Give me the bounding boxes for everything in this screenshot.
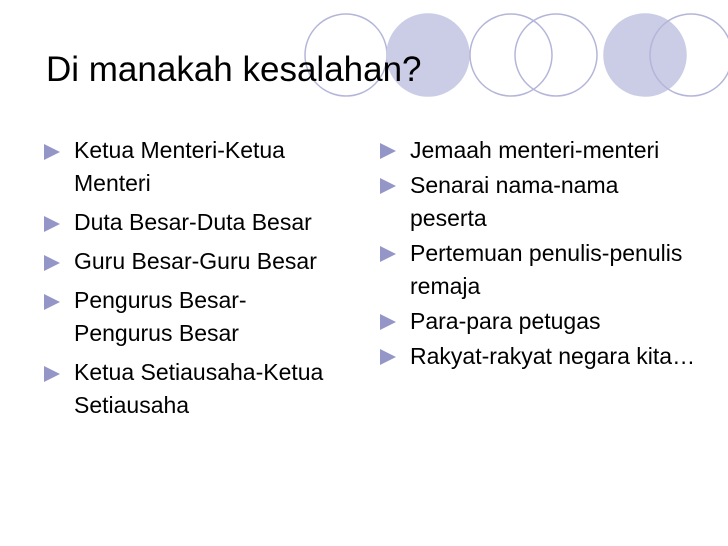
triangle-bullet-icon: [44, 255, 60, 271]
triangle-bullet-icon: [380, 178, 396, 194]
list-item: [44, 206, 344, 239]
decor-circle: [470, 14, 552, 96]
list-item: [44, 356, 344, 422]
left-column: [44, 134, 344, 428]
list-item-text: Guru Besar-Guru Besar: [74, 248, 317, 274]
list-item-text: Jemaah menteri-menteri: [410, 137, 660, 163]
list-item: [44, 284, 344, 350]
list-item-text: Ketua Setiausaha-Ketua Setiausaha: [74, 359, 324, 418]
triangle-bullet-icon: [380, 349, 396, 365]
list-item-text: Ketua Menteri-Ketua Menteri: [74, 137, 285, 196]
triangle-bullet-icon: [380, 314, 396, 330]
slide-title: Di manakah kesalahan?: [46, 50, 422, 89]
list-item: [380, 134, 700, 167]
list-item: [44, 134, 344, 200]
right-column: [380, 134, 700, 375]
list-item: [380, 340, 700, 373]
triangle-bullet-icon: [380, 143, 396, 159]
list-item-text: Pertemuan penulis-penulis remaja: [410, 240, 683, 299]
triangle-bullet-icon: [44, 216, 60, 232]
triangle-bullet-icon: [44, 366, 60, 382]
decor-circle: [604, 14, 686, 96]
list-item: [44, 245, 344, 278]
triangle-bullet-icon: [380, 246, 396, 262]
decor-circle: [515, 14, 597, 96]
list-item-text: Rakyat-rakyat negara kita…: [410, 343, 696, 369]
list-item-text: Senarai nama-nama peserta: [410, 172, 619, 231]
list-item-text: Pengurus Besar-Pengurus Besar: [74, 287, 247, 346]
list-item: [380, 237, 700, 303]
list-item: [380, 305, 700, 338]
list-item-text: Para-para petugas: [410, 308, 601, 334]
right-bullet-list: [380, 134, 700, 373]
triangle-bullet-icon: [44, 294, 60, 310]
triangle-bullet-icon: [44, 144, 60, 160]
left-bullet-list: [44, 134, 344, 422]
list-item: [380, 169, 700, 235]
list-item-text: Duta Besar-Duta Besar: [74, 209, 312, 235]
